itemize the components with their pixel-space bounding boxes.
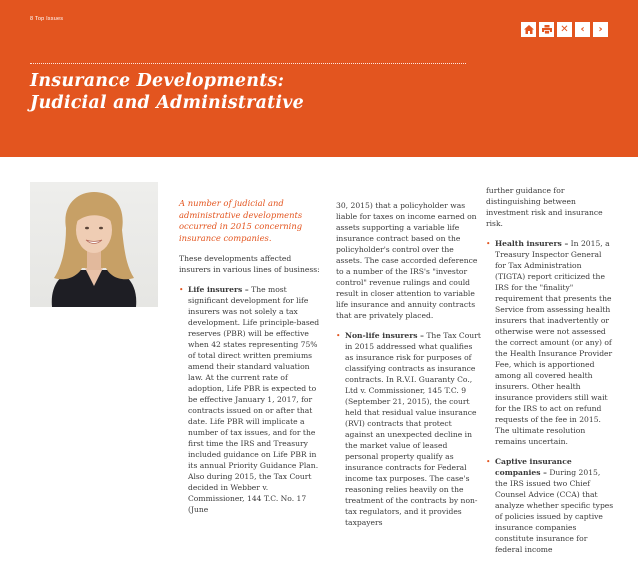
- previous-page-button[interactable]: [575, 22, 590, 37]
- title-line-1: Insurance Developments:: [30, 71, 285, 91]
- home-icon: [524, 25, 534, 34]
- nav-bar: [521, 22, 608, 37]
- bullet-heading: Non-life insurers –: [345, 331, 424, 340]
- portrait-photo: [30, 182, 158, 307]
- title-line-2: Judicial and Administrative: [30, 93, 304, 113]
- bullet-text: The Tax Court in 2015 addressed what qualifies as insurance risk for purposes of classifying contracts as insurance contracts. In R.V.I. Guaranty Co., Ltd v. Commissioner, 145 T.C. 9 (September 21, 2015), the court held that residual value insurance (RVI) contracts that protect against an unexpected decline in the market value of leased personal property qualify as insurance contracts for Federal income tax purposes. The case's reasoning relies heavily on the treatment of the contracts by non-tax regulators, and it provides taxpayers: [345, 331, 481, 527]
- continued-paragraph: 30, 2015) that a policyholder was liable for taxes on income earned on assets supporting a variable life insurance contract based on the policyholder's control over the assets. The case accorded deference to a number of the IRS's "investor control" revenue rulings and could result in closer attention to variable life insurance and annuity contracts that are privately placed.: [336, 201, 478, 320]
- list-item-life-insurers: [179, 284, 321, 515]
- print-button[interactable]: [539, 22, 554, 37]
- column-1: [179, 198, 321, 524]
- bullet-heading: Health insurers –: [495, 239, 569, 248]
- column-3: [486, 185, 614, 564]
- close-icon: ✕: [560, 23, 569, 35]
- bullet-heading: Captive insurance companies –: [495, 457, 572, 477]
- page-title: [30, 70, 470, 114]
- list-item-captive-insurers: [486, 456, 614, 555]
- list-item-non-life-insurers: [336, 330, 482, 528]
- list-item-health-insurers: [486, 238, 614, 447]
- continued-paragraph: further guidance for distinguishing between investment risk and insurance risk.: [486, 186, 603, 228]
- home-button[interactable]: [521, 22, 536, 37]
- close-button[interactable]: [557, 22, 572, 37]
- divider: [30, 63, 466, 64]
- next-page-button[interactable]: [593, 22, 608, 37]
- intro-text: A number of judicial and administrative developments occurred in 2015 concerning insurance companies.: [179, 198, 303, 243]
- bullet-text: The most significant development for life insurers was not solely a tax development. Life principle-based reserves (PBR) will be effective when 42 states representing 75% of total direct written premiums amend their standard valuation law. At the current rate of adoption, Life PBR is expected to be effective January 1, 2017, for contracts issued on or after that date. Life PBR will implicate a number of tax issues, and for the first time the IRS and Treasury included guidance on Life PBR in its annual Priority Guidance Plan. Also during 2015, the Tax Court decided in Webber v. Commissioner, 144 T.C. No. 17 (June: [188, 285, 320, 514]
- section-label: 8 Top Issues: [30, 16, 64, 22]
- bullet-heading: Life insurers –: [188, 285, 249, 294]
- column-2: [336, 200, 482, 537]
- chevron-right-icon: ›: [598, 23, 603, 35]
- chevron-left-icon: ‹: [580, 23, 585, 35]
- bullet-text: During 2015, the IRS issued two Chief Counsel Advice (CCA) that analyze whether specific types of policies issued by captive insurance companies constitute insurance for federal income: [495, 468, 614, 554]
- bullet-text: In 2015, a Treasury Inspector General for Tax Administration (TIGTA) report criticized the IRS for the "finality" requirement that presents the Service from assessing health insurers that inadvertently or otherwise were not assessed the correct amount (or any) of the Health Insurance Provider Fee, which is apportioned among all covered health insurers. Other health insurance providers still wait for the IRS to act on refund requests of the fee in 2015. The ultimate resolution remains uncertain.: [495, 239, 613, 446]
- print-icon: [542, 25, 552, 34]
- lead-paragraph: These developments affected insurers in various lines of business:: [179, 254, 320, 274]
